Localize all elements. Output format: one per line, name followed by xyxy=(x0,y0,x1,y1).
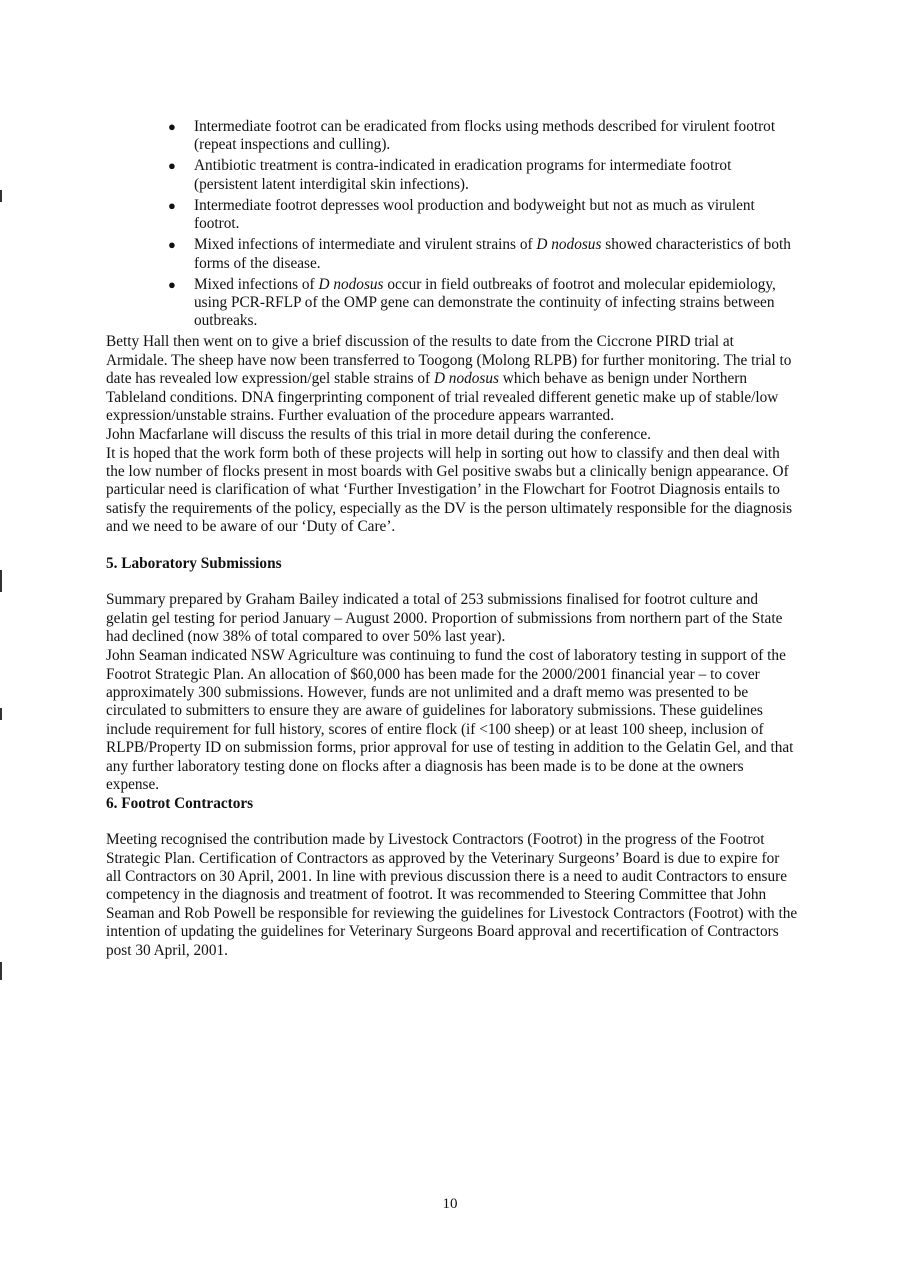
bullet-item xyxy=(168,236,798,273)
bullet-text-pre: Mixed infections of intermediate and virulent strains of xyxy=(194,236,537,254)
paragraph-john-macfarlane: John Macfarlane will discuss the results of this trial in more detail during the conference. xyxy=(106,425,652,443)
bullet-item xyxy=(168,118,798,155)
species-name: D nodosus xyxy=(433,370,499,388)
spacer xyxy=(106,813,798,831)
bullet-icon: ● xyxy=(168,276,176,292)
scan-edge-mark xyxy=(0,190,2,202)
spacer xyxy=(106,573,798,591)
bullet-icon: ● xyxy=(168,158,176,174)
bullet-item xyxy=(168,157,798,194)
paragraph-betty-hall xyxy=(106,333,798,425)
bullet-text: Intermediate footrot can be eradicated from flocks using methods described for virulent footrot (repeat inspections and culling). xyxy=(194,118,776,154)
paragraph-contractors: Meeting recognised the contribution made by Livestock Contractors (Footrot) in the progress of the Footrot Strategic Plan. Certification of Contractors as approved by the Veterinary Surgeons’ Board is due to expire for all Contractors on 30 April, 2001. In line with previous discussion there is a need to audit Contractors to ensure competency in the diagnosis and treatment of footrot. It was recommended to Steering Committee that John Seaman and Rob Powell be responsible for reviewing the guidelines for Livestock Contractors (Footrot) with the intention of updating the guidelines for Veterinary Surgeons Board approval and recertification of Contractors post 30 April, 2001. xyxy=(106,831,798,959)
spacer xyxy=(106,537,798,555)
paragraph-john-seaman: John Seaman indicated NSW Agriculture was continuing to fund the cost of laboratory testing in support of the Footrot Strategic Plan. An allocation of $60,000 has been made for the 2000/2001 financial year – to cover approximately 300 submissions. However, funds are not unlimited and a draft memo was presented to be circulated to submitters to ensure they are aware of guidelines for laboratory submissions. These guidelines include requirement for full history, scores of entire flock (if <100 sheep) or at least 100 sheep, inclusion of RLPB/Property ID on submission forms, prior approval for use of testing in addition to the Gelatin Gel, and that any further laboratory testing done on flocks after a diagnosis has been made is to be done at the owners expense. xyxy=(106,647,794,793)
findings-bullet-list xyxy=(106,118,798,331)
bullet-item xyxy=(168,196,798,234)
bullet-text: Antibiotic treatment is contra-indicated in eradication programs for intermediate footrot (persistent latent interdigital skin infections). xyxy=(194,157,732,193)
bullet-text-pre: Mixed infections of xyxy=(194,275,319,293)
species-name: D nodosus xyxy=(318,275,384,293)
bullet-icon: ● xyxy=(168,237,176,253)
page-number: 10 xyxy=(442,1196,458,1212)
section-heading-laboratory-submissions: 5. Laboratory Submissions xyxy=(106,555,282,573)
bullet-item xyxy=(168,275,798,331)
document-body xyxy=(106,118,798,960)
scan-edge-mark xyxy=(0,962,2,980)
bullet-text-post: showed characteristics of both forms of the disease. xyxy=(194,236,791,272)
paragraph-text: which behave as benign under Northern Tableland conditions. DNA fingerprinting component of trial revealed different genetic make up of stable/low expression/unstable strains. Further evaluation of the procedure appears warranted. xyxy=(106,370,779,425)
paragraph-summary: Summary prepared by Graham Bailey indicated a total of 253 submissions finalised for footrot culture and gelatin gel testing for period January – August 2000. Proportion of submissions from northern part of the State had declined (now 38% of total compared to over 50% last year). xyxy=(106,591,783,646)
bullet-icon: ● xyxy=(168,197,176,213)
section-heading-footrot-contractors: 6. Footrot Contractors xyxy=(106,794,254,812)
species-name: D nodosus xyxy=(536,236,602,254)
bullet-text-post: occur in field outbreaks of footrot and molecular epidemiology, using PCR-RFLP of the OMP gene can demonstrate the continuity of infecting strains between outbreaks. xyxy=(194,275,776,330)
bullet-icon: ● xyxy=(168,119,176,134)
paragraph-it-is-hoped: It is hoped that the work form both of these projects will help in sorting out how to classify and then deal with the low number of flocks present in most boards with Gel positive swabs but a clinically benign appearance. Of particular need is clarification of what ‘Further Investigation’ in the Flowchart for Footrot Diagnosis entails to satisfy the requirements of the policy, especially as the DV is the person ultimately responsible for the diagnosis and we need to be aware of our ‘Duty of Care’. xyxy=(106,444,793,536)
bullet-text: Intermediate footrot depresses wool production and bodyweight but not as much as virulent footrot. xyxy=(194,196,755,233)
scan-edge-mark xyxy=(0,708,2,720)
scan-edge-mark xyxy=(0,570,2,592)
paragraph-text: Betty Hall then went on to give a brief discussion of the results to date from the Ciccrone PIRD trial at Armidale. The sheep have now been transferred to Toogong (Molong RLPB) for further monitoring. The trial to date has revealed low expression/gel stable strains of xyxy=(106,333,792,388)
